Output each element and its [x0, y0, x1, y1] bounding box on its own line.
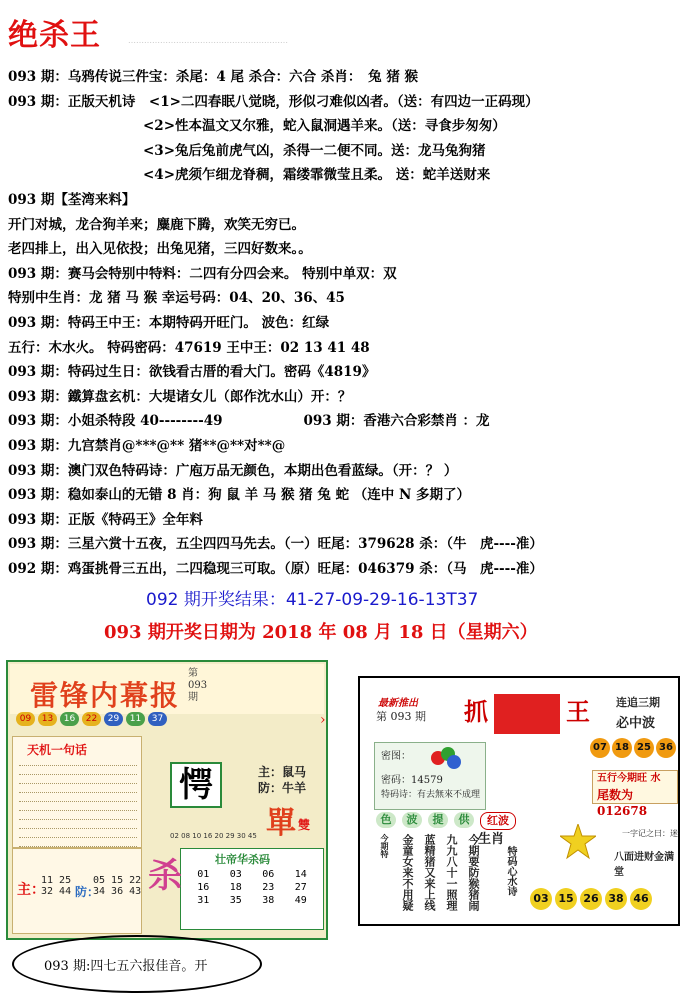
mi-label: 密图：: [381, 751, 411, 762]
ball: 29: [104, 712, 123, 726]
text-line: 093 期：赛马会特别中特料：二四有分四会来。 特别中单双：双: [8, 265, 397, 282]
te-number: 03: [229, 869, 242, 880]
bm-label: 八面进财金满堂: [614, 852, 674, 878]
te-grid: [187, 869, 317, 906]
ball: 16: [60, 712, 79, 726]
text-line: 093 期：正版《特码王》全年料: [8, 511, 203, 528]
mima-label: 密码：: [381, 775, 411, 786]
text-line: 老四排上，出入见依投；出兔见猪，三四好数来。。: [8, 241, 312, 258]
sx-label: 生肖: [478, 832, 505, 847]
bi-label: 必中波: [616, 716, 656, 731]
zhua-balls: [590, 738, 676, 758]
result-label: 092 期开奖结果：: [146, 590, 286, 610]
te-number: 27: [294, 882, 307, 893]
se-label: 波: [402, 812, 422, 828]
vertical-cols: [378, 834, 480, 914]
ball: 46: [630, 888, 652, 910]
zhua-title: [464, 692, 590, 734]
zhu-label: 主：: [17, 882, 45, 898]
text-line: 093 期：小姐杀特段 40--------49 093 期：香港六合彩禁肖 ：龙: [8, 413, 490, 430]
leifeng-title: 雷锋内幕报: [30, 679, 181, 712]
se-label: 提: [428, 812, 448, 828]
faint-header: ……………………………………………………: [128, 36, 288, 45]
weishu: 尾数为 012678: [597, 788, 648, 818]
tianji-lines: [19, 759, 137, 849]
arrow-icon: ›: [320, 712, 326, 728]
leifeng-right: [148, 736, 322, 932]
vertical-col: 金童女来不用疑: [401, 834, 414, 911]
te-number: 35: [229, 895, 242, 906]
vertical-col: 今期特: [380, 834, 390, 858]
tianji-box: [12, 736, 142, 848]
ball: 09: [16, 712, 35, 726]
text-line: 093 期：乌鸦传说三件宝：杀尾：4 尾 杀合：六合 杀肖： 兔 猪 猴: [8, 69, 419, 85]
te-number: 38: [262, 895, 275, 906]
result-numbers: 41-27-09-29-16-13: [285, 590, 447, 610]
shuang-char: 雙: [298, 818, 311, 832]
sun-icon: [560, 824, 596, 860]
text-line: <4>虎须乍细龙脊稠，霜缕霏微莹且柔。 送：蛇羊送财来: [8, 167, 491, 184]
text-line: 092 期：鸡蛋挑骨三五出，二四稳现三可取。（原）旺尾：046379 杀：（马 虎----准）: [8, 561, 543, 577]
text-line: 五行：木水火。 特码密码：47619 王中王：02 13 41 48: [8, 339, 370, 356]
te-number: 31: [197, 895, 210, 906]
te-char: 杀: [148, 856, 182, 896]
ball: 38: [605, 888, 627, 910]
vertical-col: 今期要防猴猪闹: [467, 834, 480, 911]
zhu-sx: 主：鼠马: [258, 765, 307, 779]
ball: 36: [656, 738, 676, 758]
fang-sx: 防：牛羊: [258, 781, 307, 795]
fang-numbers: 05 15 22 34 36 43: [93, 875, 142, 897]
wuxing-box: [592, 770, 678, 818]
ball: 22: [82, 712, 101, 726]
fang-label: 防：: [75, 885, 100, 899]
text-line: <3>兔后兔前虎气凶，杀得一二便不同。送：龙马兔狗猪: [8, 142, 486, 159]
zhu-shengxiao: [258, 764, 306, 796]
zhua-title-right: 王: [566, 697, 590, 726]
ball: 37: [148, 712, 167, 726]
text-line: 093 期：鐵算盘玄机：大堤诸女儿（郎作沈水山）开：？: [8, 388, 352, 405]
ball: 03: [530, 888, 552, 910]
mima-value: 14579: [411, 775, 443, 786]
te-number: 23: [262, 882, 275, 893]
text-line: 093 期：澳门双色特码诗：广庖万品无颜色，本期出色看蓝绿。（开：？ ）: [8, 462, 458, 479]
jin-label: 特码心水诗: [505, 846, 516, 896]
te-number: 49: [294, 895, 307, 906]
ball: 07: [590, 738, 610, 758]
bubble-text: 093 期:四七五六报佳音。开: [44, 959, 208, 974]
ball: 18: [612, 738, 632, 758]
result-special: T37: [446, 590, 479, 610]
text-line: 开门对城，龙合狗羊来；麋鹿下腾，欢笑无穷已。: [8, 216, 305, 233]
yi-label: 一字记之曰：迷: [622, 829, 678, 838]
dan-char: 單: [266, 806, 296, 841]
ball: 13: [38, 712, 57, 726]
te-number: 16: [197, 882, 210, 893]
zhua-issue: 第 093 期: [376, 710, 426, 723]
te-number: 06: [262, 869, 275, 880]
text-line: <2>性本温文又尔雅，蛇入鼠洞遇羊来。（送：寻食步匆匆）: [8, 118, 506, 135]
bubble: [12, 935, 262, 993]
text-line: 093 期：稳如泰山的无错 8 肖：狗 鼠 羊 马 猴 猪 兔 蛇 （连中 N 多期了）: [8, 487, 471, 504]
zhui-label: 连追三期: [616, 696, 660, 709]
zhua-title-left: 抓: [464, 697, 488, 726]
ball: 25: [634, 738, 654, 758]
se-label: 供: [454, 812, 474, 828]
result-line: [146, 585, 478, 610]
te-number: 18: [229, 882, 242, 893]
tianji-title: 天机一句话: [27, 743, 88, 757]
vertical-col: 九九八十一照理: [445, 834, 458, 911]
text-line: 093 期【荃湾来料】: [8, 192, 136, 208]
zhu-numbers: 11 25 32 44: [41, 875, 72, 897]
te-title: 壮帝华杀码: [215, 853, 270, 866]
zuixin-label: 最新推出: [378, 698, 418, 709]
mima-box: [374, 742, 486, 810]
leifeng-issue: 第093期: [188, 668, 208, 703]
bottom-balls: [530, 888, 652, 910]
ball: 15: [555, 888, 577, 910]
zhufang-box: [12, 848, 142, 934]
leifeng-ball-row: [16, 712, 167, 726]
se-label: 红波: [480, 812, 516, 830]
red-block: [494, 694, 560, 734]
zhua-panel: [358, 676, 680, 926]
page-title: 绝杀王: [8, 18, 101, 53]
te-number: 14: [294, 869, 307, 880]
se-label: 色: [376, 812, 396, 828]
ball: 26: [580, 888, 602, 910]
ball: 11: [126, 712, 145, 726]
pingma-note: 02 08 10 16 20 29 30 45: [170, 832, 257, 840]
text-line: 093 期：三星六赏十五夜，五尘四四马先去。（一）旺尾：379628 杀：（牛 虎----准）: [8, 536, 543, 553]
leifeng-panel: [6, 660, 328, 940]
text-line: 特别中生肖：龙 猪 马 猴 幸运号码：04、20、36、45: [8, 290, 345, 307]
wuxing: 五行今期旺 水: [597, 773, 661, 784]
te-box: [180, 848, 324, 930]
ball-graphic-icon: [431, 747, 461, 767]
mima-row: [381, 771, 443, 786]
vertical-col: 蓝精猪又来上线: [423, 834, 436, 911]
te-number: 01: [197, 869, 210, 880]
text-line: 093 期：特码王中王：本期特码开旺门。 波色：红绿: [8, 315, 330, 331]
text-line: 093 期：正版天机诗 <1>二四春眠八觉晓，形似刁难似凶者。（送：有四边一正码现）: [8, 93, 539, 110]
leifeng-header: [10, 664, 324, 714]
poem: 特码诗：有去無來不成理: [381, 790, 481, 800]
text-line: 093 期：特码过生日：欲钱看古厝的看大门。密码《4819》: [8, 364, 376, 381]
big-char: 愕: [170, 762, 222, 808]
draw-date: 093 期开奖日期为 2018 年 08 月 18 日（星期六）: [104, 622, 538, 643]
text-line: 093 期：九宫禁肖@***@** 猪**@**对**@: [8, 438, 286, 454]
